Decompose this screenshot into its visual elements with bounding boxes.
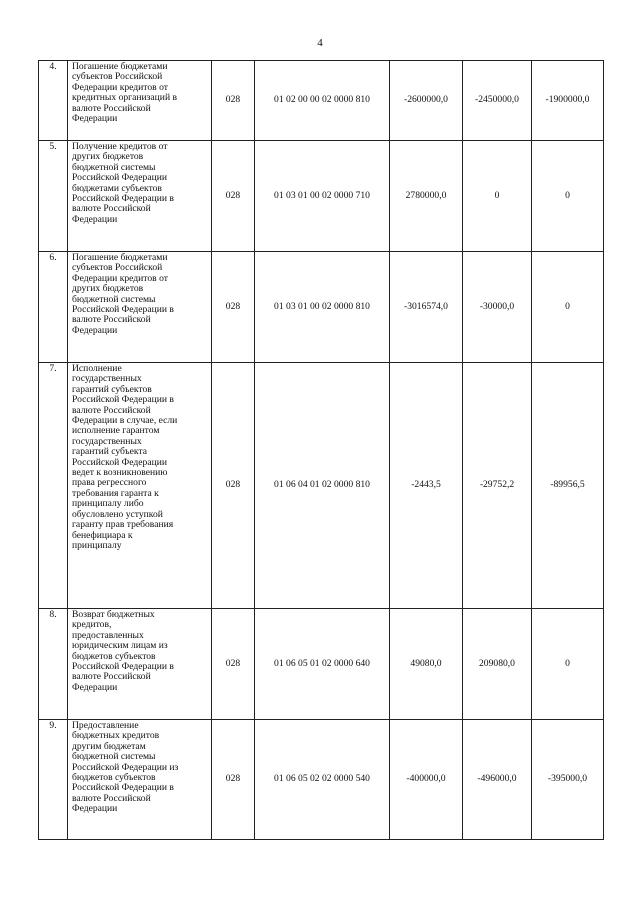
row-number: 8. [39, 609, 68, 720]
admin-code: 028 [212, 363, 255, 609]
row-description: Исполнение государственных гарантий субъектов Российской Федерации в валюте Российской Федерации в случае, если исполнение гарантом государственных гарантий субъекта Российской Федерации ведет к возникновению права регрессного требования гаранта к принципалу либо обусловлено уступкой гаранту прав требования бенефициара к принципалу [68, 363, 212, 609]
admin-code: 028 [212, 141, 255, 252]
amount-year-3: -395000,0 [532, 720, 604, 840]
amount-year-1: 49080,0 [390, 609, 463, 720]
amount-year-2: -2450000,0 [463, 61, 532, 141]
row-number: 6. [39, 252, 68, 363]
amount-year-3: -89956,5 [532, 363, 604, 609]
row-number: 7. [39, 363, 68, 609]
table-row [39, 252, 604, 363]
amount-year-2: -496000,0 [463, 720, 532, 840]
amount-year-1: -400000,0 [390, 720, 463, 840]
budget-classification-code: 01 03 01 00 02 0000 810 [255, 252, 390, 363]
admin-code: 028 [212, 252, 255, 363]
amount-year-1: -3016574,0 [390, 252, 463, 363]
admin-code: 028 [212, 720, 255, 840]
row-number: 5. [39, 141, 68, 252]
amount-year-3: 0 [532, 609, 604, 720]
amount-year-2: 0 [463, 141, 532, 252]
row-description: Возврат бюджетных кредитов, предоставленных юридическим лицам из бюджетов субъектов Российской Федерации в валюте Российской Федерации [68, 609, 212, 720]
sources-financing-table [38, 60, 604, 840]
amount-year-3: 0 [532, 141, 604, 252]
table-row [39, 720, 604, 840]
budget-classification-code: 01 06 04 01 02 0000 810 [255, 363, 390, 609]
budget-classification-code: 01 02 00 00 02 0000 810 [255, 61, 390, 141]
table-row [39, 141, 604, 252]
amount-year-1: -2443,5 [390, 363, 463, 609]
amount-year-2: -30000,0 [463, 252, 532, 363]
table-row [39, 61, 604, 141]
amount-year-1: 2780000,0 [390, 141, 463, 252]
row-description: Получение кредитов от других бюджетов бюджетной системы Российской Федерации бюджетами субъектов Российской Федерации в валюте Российской Федерации [68, 141, 212, 252]
row-description: Предоставление бюджетных кредитов другим бюджетам бюджетной системы Российской Федерации из бюджетов субъектов Российской Федерации в валюте Российской Федерации [68, 720, 212, 840]
row-number: 4. [39, 61, 68, 141]
budget-classification-code: 01 03 01 00 02 0000 710 [255, 141, 390, 252]
admin-code: 028 [212, 609, 255, 720]
table-row [39, 609, 604, 720]
budget-classification-code: 01 06 05 02 02 0000 540 [255, 720, 390, 840]
amount-year-1: -2600000,0 [390, 61, 463, 141]
amount-year-3: 0 [532, 252, 604, 363]
table-row [39, 363, 604, 609]
page-number: 4 [317, 37, 323, 49]
amount-year-2: 209080,0 [463, 609, 532, 720]
row-description: Погашение бюджетами субъектов Российской Федерации кредитов от кредитных организаций в валюте Российской Федерации [68, 61, 212, 141]
row-description: Погашение бюджетами субъектов Российской Федерации кредитов от других бюджетов бюджетной системы Российской Федерации в валюте Российской Федерации [68, 252, 212, 363]
admin-code: 028 [212, 61, 255, 141]
row-number: 9. [39, 720, 68, 840]
amount-year-2: -29752,2 [463, 363, 532, 609]
amount-year-3: -1900000,0 [532, 61, 604, 141]
budget-classification-code: 01 06 05 01 02 0000 640 [255, 609, 390, 720]
